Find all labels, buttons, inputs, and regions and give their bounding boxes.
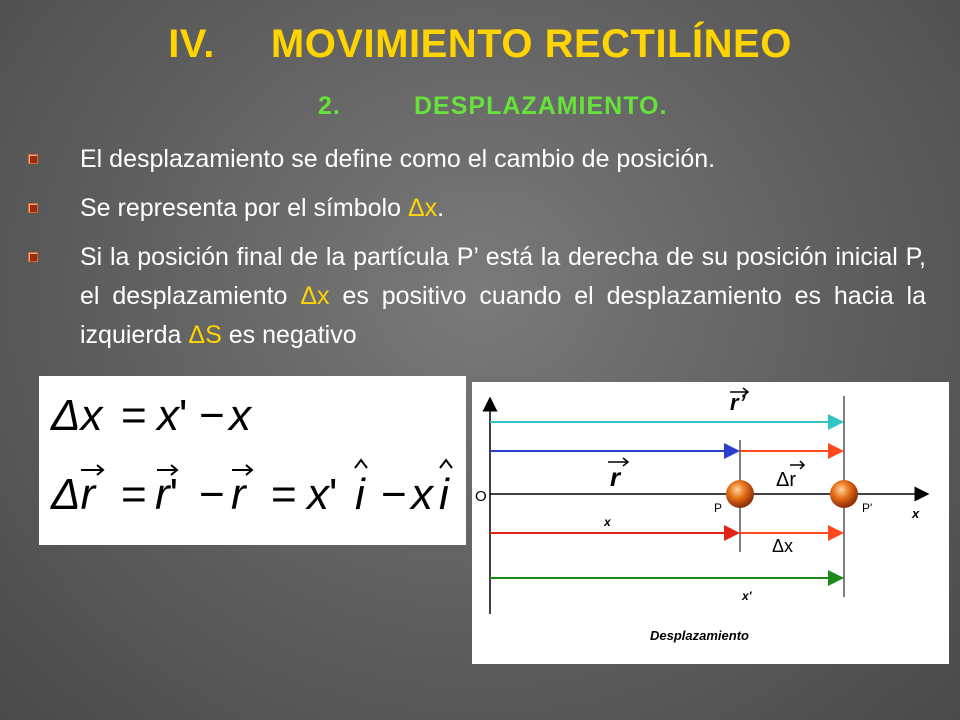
formula-line-1 bbox=[50, 391, 253, 440]
minus-sign: − bbox=[199, 391, 225, 440]
p-prime-label: P' bbox=[862, 501, 873, 515]
equals-sign: = bbox=[121, 470, 147, 519]
bullet-list bbox=[28, 140, 926, 365]
hat-icon bbox=[355, 460, 367, 468]
x-axis-label: x bbox=[912, 506, 920, 521]
formula-term: i bbox=[439, 470, 449, 519]
displacement-diagram bbox=[472, 382, 949, 664]
subtitle-text: DESPLAZAMIENTO. bbox=[414, 92, 668, 120]
delta-x-symbol: Δx bbox=[300, 282, 330, 310]
minus-sign: − bbox=[199, 470, 225, 519]
bullet-square-icon bbox=[28, 154, 38, 164]
delta-x-symbol: Δx bbox=[407, 194, 438, 222]
formula-lhs: Δx bbox=[51, 391, 103, 440]
formula-lhs: Δr bbox=[51, 470, 96, 519]
bullet-square-icon bbox=[28, 252, 38, 262]
p-label: P bbox=[714, 501, 723, 515]
formula-term: x bbox=[411, 470, 433, 519]
bullet-text: Se representa por el símbolo bbox=[80, 194, 408, 222]
bullet-text: es positivo cuando el desplazamiento es hacia la izquierda bbox=[80, 282, 926, 349]
delta-s-symbol: ΔS bbox=[188, 321, 222, 349]
formula-term: x bbox=[229, 391, 251, 440]
bullet-text: es negativo bbox=[221, 321, 357, 349]
bullet-text: Si la posición final de la partícula P’ está la derecha de su posición inicial P, el desplazamiento bbox=[80, 243, 926, 310]
bullet-item bbox=[28, 189, 926, 228]
r-label: r bbox=[610, 462, 621, 492]
origin-label: O bbox=[475, 488, 487, 505]
bullet-text: . bbox=[437, 194, 445, 222]
particle-p-prime bbox=[830, 480, 858, 508]
minus-sign: − bbox=[381, 470, 407, 519]
diagram-caption: Desplazamiento bbox=[650, 628, 749, 643]
formula-term: x' bbox=[307, 470, 338, 519]
r-prime-label: r’ bbox=[730, 390, 746, 415]
subtitle-number: 2. bbox=[318, 92, 341, 120]
formula-box bbox=[39, 376, 466, 545]
formula-term: i bbox=[355, 470, 365, 519]
delta-r-label: Δr bbox=[776, 469, 797, 491]
bullet-square-icon bbox=[28, 203, 38, 213]
particle-p bbox=[726, 480, 754, 508]
equals-sign: = bbox=[271, 470, 297, 519]
title-number: IV. bbox=[168, 22, 215, 66]
section-subtitle bbox=[318, 92, 667, 121]
x-prime-label: x' bbox=[742, 589, 752, 603]
delta-x-label: Δx bbox=[772, 536, 794, 556]
vector-arrow-icon bbox=[790, 461, 804, 469]
formula-term: r bbox=[231, 470, 246, 519]
formula-term: x' bbox=[157, 391, 188, 440]
formula-term: r' bbox=[155, 470, 179, 519]
x-label: x bbox=[604, 515, 611, 529]
slide-title bbox=[0, 22, 960, 67]
hat-icon bbox=[440, 460, 452, 468]
title-text: MOVIMIENTO RECTILÍNEO bbox=[270, 22, 792, 66]
bullet-item bbox=[28, 238, 926, 355]
bullet-item bbox=[28, 140, 926, 179]
bullet-text: El desplazamiento se define como el cambio de posición. bbox=[80, 145, 716, 173]
formula-line-2 bbox=[50, 460, 452, 519]
equals-sign: = bbox=[121, 391, 147, 440]
